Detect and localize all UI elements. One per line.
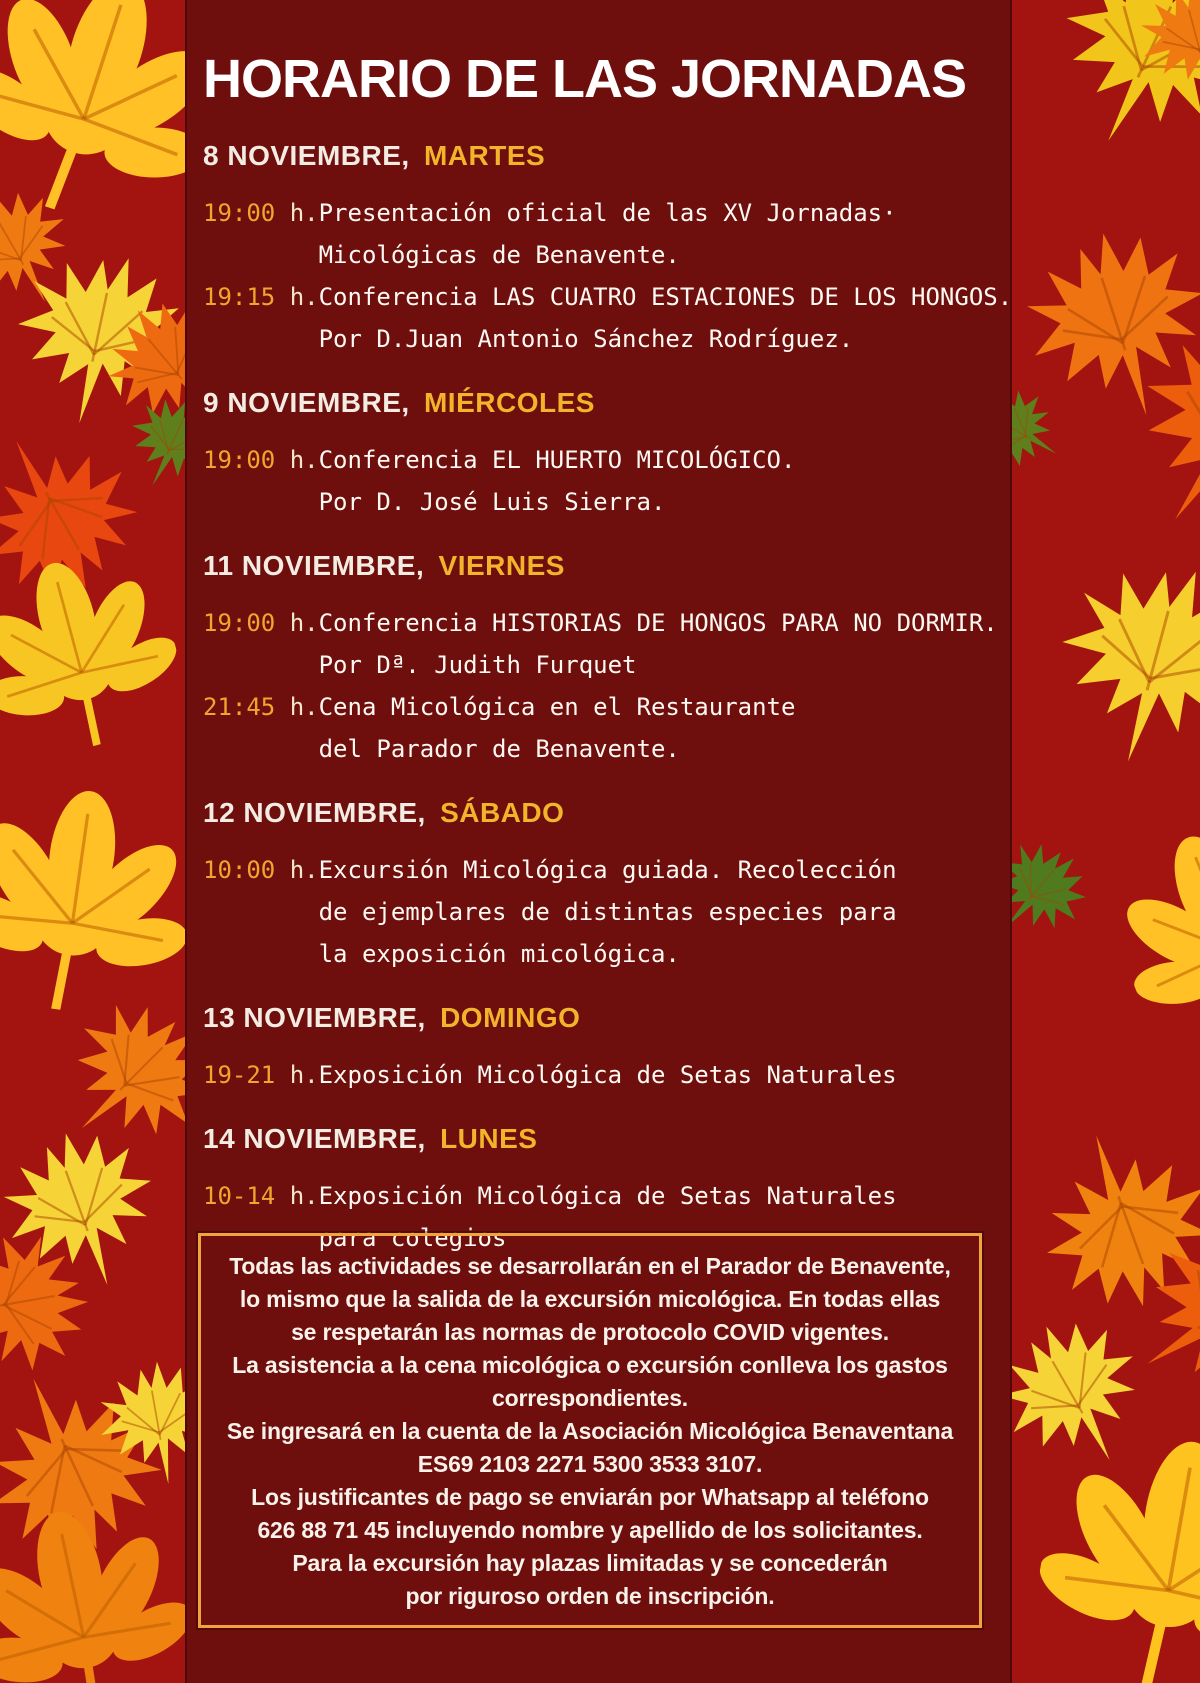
notice-line: 626 88 71 45 incluyendo nombre y apellido de los solicitantes. <box>257 1517 923 1543</box>
day-date: 11 NOVIEMBRE, <box>203 550 425 581</box>
event-description: Conferencia EL HUERTO MICOLÓGICO. Por D. José Luis Sierra. <box>318 446 796 516</box>
event-time: 21:45 h. <box>203 693 319 721</box>
schedule-section <box>203 550 1010 770</box>
event-time: 19:00 h. <box>203 446 319 474</box>
day-name: MIÉRCOLES <box>423 387 595 418</box>
schedule-section <box>203 1002 1010 1096</box>
event-time: 19:15 h. <box>203 283 319 311</box>
notice-line: Todas las actividades se desarrollarán en el Parador de Benavente, <box>229 1253 951 1279</box>
event-description: Excursión Micológica guiada. Recolección de ejemplares de distintas especies para la exposición micológica. <box>318 856 897 968</box>
maple-leaf-icon <box>1012 820 1107 961</box>
day-date: 8 NOVIEMBRE, <box>203 140 410 171</box>
day-name: DOMINGO <box>440 1002 581 1033</box>
notice-line: lo mismo que la salida de la excursión micológica. En todas ellas <box>239 1286 941 1312</box>
schedule-event <box>203 192 1010 276</box>
day-name: VIERNES <box>438 550 565 581</box>
day-date: 12 NOVIEMBRE, <box>203 797 426 828</box>
schedule-section <box>203 797 1010 975</box>
chestnut-leaf-icon <box>0 538 185 777</box>
notice-line: Para la excursión hay plazas limitadas y se concederán <box>292 1550 888 1576</box>
content-panel <box>185 0 1012 1683</box>
day-heading <box>203 1123 1010 1155</box>
event-description: Cena Micológica en el Restaurante del Parador de Benavente. <box>318 693 796 763</box>
notice-line: Se ingresará en la cuenta de la Asociación Micológica Benaventana <box>226 1418 954 1444</box>
schedule-event <box>203 602 1010 686</box>
chestnut-leaf-icon <box>0 1490 185 1683</box>
day-heading <box>203 797 1010 829</box>
schedule-event <box>203 439 1010 523</box>
day-heading <box>203 387 1010 419</box>
day-heading <box>203 550 1010 582</box>
notice-line: Los justificantes de pago se enviarán por Whatsapp al teléfono <box>251 1484 929 1510</box>
event-description: Conferencia HISTORIAS DE HONGOS PARA NO DORMIR. Por Dª. Judith Furquet <box>318 609 998 679</box>
event-description: Presentación oficial de las XV Jornadas· Micológicas de Benavente. <box>318 199 897 269</box>
day-heading <box>203 140 1010 172</box>
day-date: 9 NOVIEMBRE, <box>203 387 410 418</box>
schedule-section <box>203 387 1010 523</box>
maple-leaf-icon <box>1029 537 1200 788</box>
day-heading <box>203 1002 1010 1034</box>
chestnut-leaf-icon <box>1090 798 1200 1071</box>
event-time: 10-14 h. <box>203 1182 319 1210</box>
notice-line: La asistencia a la cena micológica o excursión conlleva los gastos <box>232 1352 948 1378</box>
notice-line: se respetarán las normas de protocolo COVID vigentes. <box>291 1319 889 1345</box>
schedule-event <box>203 1054 1010 1096</box>
event-time: 19-21 h. <box>203 1061 319 1089</box>
event-description: Exposición Micológica de Setas Naturales para colegios <box>318 1182 897 1252</box>
schedule-event <box>203 686 1010 770</box>
event-description: Exposición Micológica de Setas Naturales <box>318 1061 897 1089</box>
left-leaf-band <box>0 0 185 1683</box>
day-name: MARTES <box>423 140 546 171</box>
notice-line: por riguroso orden de inscripción. <box>405 1583 775 1609</box>
schedule-event <box>203 849 1010 975</box>
day-name: LUNES <box>440 1123 538 1154</box>
notice-line: ES69 2103 2271 5300 3533 3107. <box>417 1451 763 1477</box>
event-time: 10:00 h. <box>203 856 319 884</box>
right-leaf-band <box>1012 0 1200 1683</box>
page-title: HORARIO DE LAS JORNADAS <box>203 49 967 109</box>
day-name: SÁBADO <box>440 797 565 828</box>
notice-line: correspondientes. <box>492 1385 688 1411</box>
notice-box <box>198 1233 982 1628</box>
event-time: 19:00 h. <box>203 609 319 637</box>
event-time: 19:00 h. <box>203 199 319 227</box>
schedule-section <box>203 140 1013 360</box>
day-date: 14 NOVIEMBRE, <box>203 1123 426 1154</box>
schedule-event <box>203 276 1013 360</box>
event-description: Conferencia LAS CUATRO ESTACIONES DE LOS HONGOS. Por D.Juan Antonio Sánchez Rodríguez. <box>318 283 1013 353</box>
day-date: 13 NOVIEMBRE, <box>203 1002 426 1033</box>
